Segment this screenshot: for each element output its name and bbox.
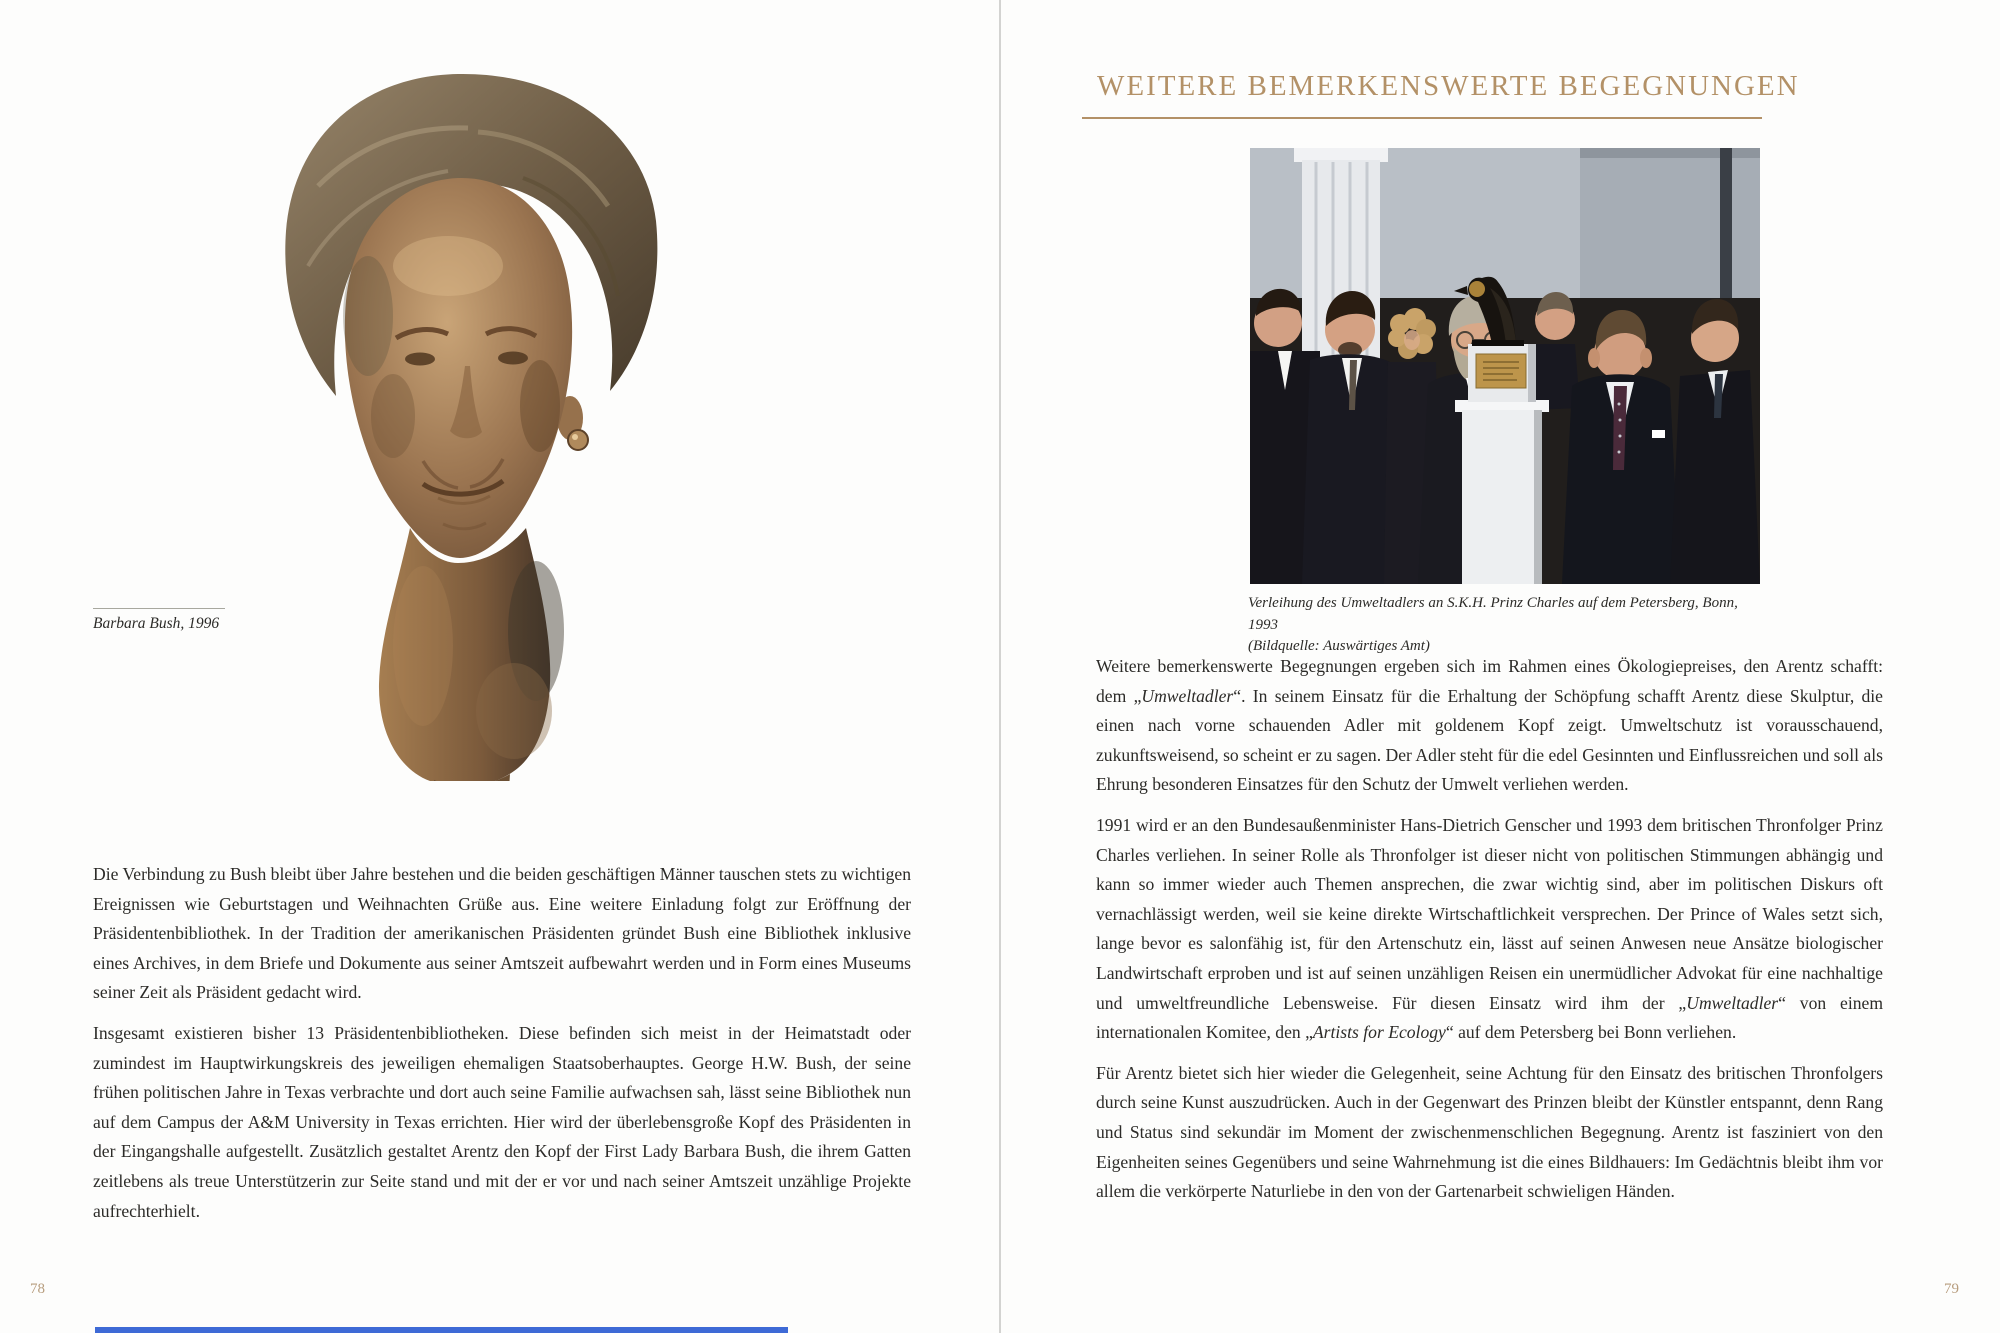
paragraph: Die Verbindung zu Bush bleibt über Jahre bestehen und die beiden geschäftigen Männer tauschen stets zu wichtigen Ereignissen wie Geburtstagen und Weihnachten Grüße aus. Eine weitere Einladung folgt zur Eröffnung der Präsidentenbibliothek. In der Tradition der amerikanischen Präsidenten gründet Bush eine Bibliothek inklusive eines Archives, in dem Briefe und Dokumente aus seiner Amtszeit aufbewahrt werden und in Form eines Museums seiner Zeit als Präsident gedacht wird.: [93, 864, 911, 1003]
bronze-bust-illustration: [218, 66, 698, 781]
bronze-bust-photo: [218, 66, 698, 781]
award-ceremony-illustration: [1250, 148, 1760, 584]
page-number-right: 79: [1944, 1281, 1959, 1297]
bust-caption: Barbara Bush, 1996: [93, 615, 220, 632]
paragraph: Für Arentz bietet sich hier wieder die Gelegenheit, seine Achtung für den Einsatz des britischen Thronfolgers durch seine Kunst auszudrücken. Auch in der Gegenwart des Prinzen bleibt der Künstler entspannt, denn Rang und Status sind sekundär im Moment der zwischenmenschlichen Begegnung. Arentz ist fasziniert von den Eigenheiten seines Gegenübers und seine Wahrnehmung ist die eines Bildhauers: Im Gedächtnis bleibt ihm vor allem die verkörperte Naturliebe in den von der Gartenarbeit schwieligen Händen.: [1096, 1062, 1883, 1202]
paragraph: Insgesamt existieren bisher 13 Präsidentenbibliotheken. Diese befinden sich meist in der Heimatstadt oder zumindest im Hauptwirkungskreis des jeweiligen ehemaligen Staatsoberhauptes. George H.W. Bush, der seine frühen politischen Jahre in Texas verbrachte und dort auch seine Familie aufwachsen sah, lässt seine Bibliothek nun auf dem Campus der A&M University in Texas errichten. Hier wird der überlebensgroße Kopf des Präsidenten in der Eingangshalle aufgestellt. Zusätzlich gestaltet Arentz den Kopf der First Lady Barbara Bush, die ihrem Gatten zeitlebens als treue Unterstützerin zur Seite stand und mit der er vor und nach seiner Amtszeit unzählige Projekte aufrechterhielt.: [93, 1022, 911, 1221]
left-page-body: [93, 860, 911, 1237]
photo-caption-line1: Verleihung des Umweltadlers an S.K.H. Prinz Charles auf dem Petersberg, Bonn, 1993: [1248, 595, 1738, 633]
chapter-heading: WEITERE BEMERKENSWERTE BEGEGNUNGEN: [1097, 70, 1800, 102]
chapter-heading-rule: [1082, 117, 1762, 119]
footer-highlight-bar: [95, 1327, 788, 1333]
award-ceremony-photo: [1250, 148, 1760, 584]
right-page-body: [1096, 652, 1883, 1218]
paragraph: 1991 wird er an den Bundesaußenminister Hans-Dietrich Genscher und 1993 dem britischen Thronfolger Prinz Charles verliehen. In seiner Rolle als Thronfolger ist dieser nicht von politischen Stimmungen abhängig und kann so immer wieder auch Themen ansprechen, die zwar wichtig sind, aber im politischen Diskurs oft vernachlässigt werden, weil sie keine direkte Wirtschaftlichkeit versprechen. Der Prince of Wales setzt sich, lange bevor es salonfähig ist, für den Artenschutz ein, lässt auf seinen Anwesen neue Ansätze biologischer Landwirtschaft erproben und ist auf seinen unzähligen Reisen ein unermüdlicher Advokat für eine nachhaltige und umweltfreundliche Lebensweise. Für diesen Einsatz wird ihm der „Umweltadler“ von einem internationalen Komitee, den „Artists for Ecology“ auf dem Petersberg bei Bonn verliehen.: [1096, 814, 1884, 1043]
caption-rule: [93, 608, 225, 609]
paragraph: Weitere bemerkenswerte Begegnungen ergeben sich im Rahmen eines Ökologiepreises, den Arentz schafft: dem „Umweltadler“. In seinem Einsatz für die Erhaltung der Schöpfung schafft Arentz diese Skulptur, die einen nach vorne schauenden Adler mit goldenem Kopf zeigt. Umweltschutz ist vorausschauend, zukunftsweisend, so scheint er zu sagen. Der Adler steht für die edel Gesinnten und Einflussreichen und soll als Ehrung besonderen Einsatzes für den Schutz der Umwelt verliehen werden.: [1096, 656, 1883, 795]
page-number-left: 78: [30, 1281, 45, 1297]
photo-caption: [1248, 593, 1768, 658]
page-divider: [999, 0, 1001, 1333]
photo-caption-line2: (Bildquelle: Auswärtiges Amt): [1248, 638, 1430, 654]
